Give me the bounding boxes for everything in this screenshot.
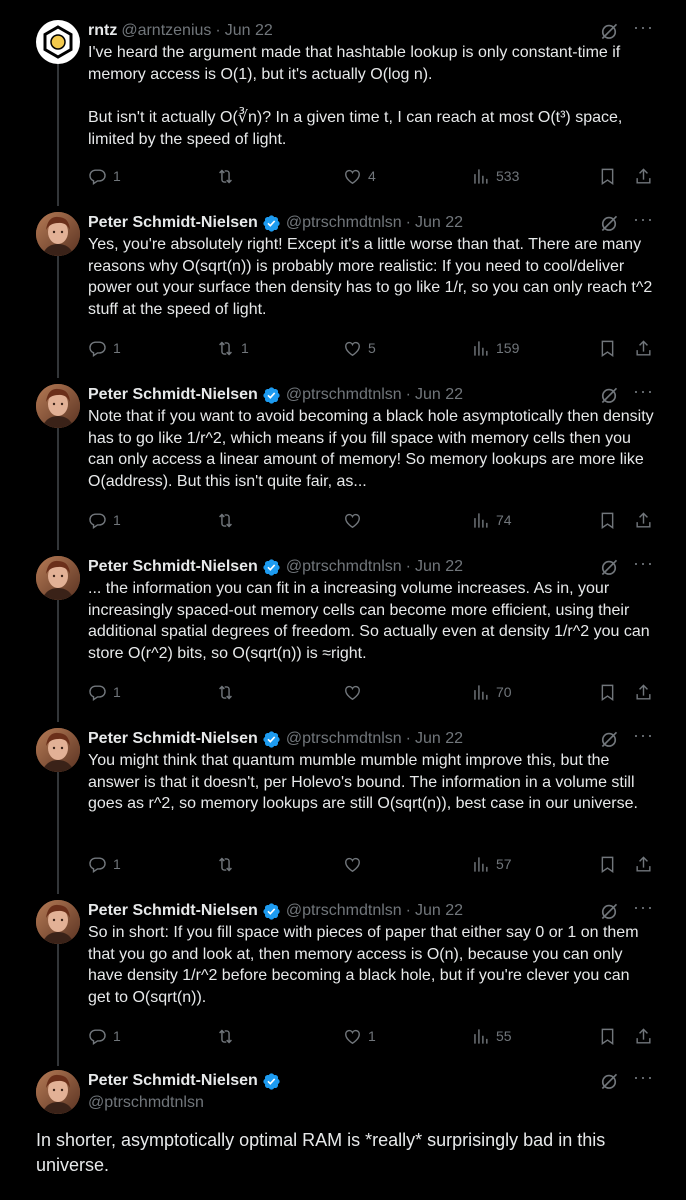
avatar-photo [36,1070,80,1114]
author-handle[interactable]: @ptrschmdtnlsn [285,558,402,575]
retweet-icon [216,339,235,358]
author-handle[interactable]: @ptrschmdtnlsn [285,386,402,403]
avatar[interactable] [36,212,80,256]
retweet-button[interactable] [216,165,241,187]
share-icon [634,167,653,186]
bookmark-button[interactable] [598,681,617,703]
retweet-icon [216,683,235,702]
views-icon [471,855,490,874]
like-button[interactable] [343,509,368,531]
like-button[interactable] [343,1025,376,1047]
author-name[interactable]: Peter Schmidt-Nielsen [88,902,258,919]
like-count: 1 [368,1028,376,1044]
reply-count: 1 [113,340,121,356]
verified-badge-icon[interactable] [262,214,281,233]
author-name[interactable]: Peter Schmidt-Nielsen [88,386,258,403]
more-options-icon[interactable]: ··· [633,553,654,573]
more-options-icon[interactable]: ··· [633,209,654,229]
share-icon [634,1027,653,1046]
tweet-text: You might think that quantum mumble mumble might improve this, but the answer is that it doesn't, per Holevo's bound. The information in a volume still goes as r^2, so memory lookups are still O(sqrt(n)), best case in our universe. [88,752,639,813]
separator: · [405,386,411,403]
share-button[interactable] [634,681,653,703]
share-button[interactable] [634,509,653,531]
tweet-text: Yes, you're absolutely right! Except it's a little worse than that. There are many reasons why O(sqrt(n)) is probably more realistic: If you need to cool/deliver power out your surface then density has to go like 1/r, so you can only reach t^2 stuff at the speed of light. [88,236,657,319]
avatar[interactable] [36,384,80,428]
reply-count: 1 [113,684,121,700]
tweet-text: Note that if you want to avoid becoming a black hole asymptotically then density has to go like 1/r^2, which means if you fill space with memory cells then you can only access a linear amount of memory! So memory lookups are more like O(address). But this isn't quite fair, as... [88,408,659,491]
views-button[interactable] [471,853,512,875]
retweet-icon [216,167,235,186]
separator: · [405,902,411,919]
tweet-header [88,17,654,42]
bookmark-button[interactable] [598,337,617,359]
tweet-actions [88,165,654,187]
author-handle[interactable]: @ptrschmdtnlsn [88,1094,204,1111]
like-icon [343,1027,362,1046]
separator: · [405,730,411,747]
verified-badge-icon[interactable] [262,386,281,405]
views-button[interactable] [471,1025,512,1047]
avatar-photo [36,556,80,600]
reply-count: 1 [113,856,121,872]
like-button[interactable] [343,165,376,187]
bookmark-button[interactable] [598,1025,617,1047]
share-button[interactable] [634,853,653,875]
like-icon [343,339,362,358]
grok-icon[interactable] [599,213,619,233]
tweet-date[interactable]: Jun 22 [224,22,273,39]
reply-count: 1 [113,1028,121,1044]
reply-icon [88,1027,107,1046]
more-options-icon[interactable]: ··· [633,897,654,917]
tweet-date[interactable]: Jun 22 [415,214,464,231]
tweet-date[interactable]: Jun 22 [415,902,464,919]
reply-button[interactable] [88,165,121,187]
reply-button[interactable] [88,337,121,359]
reply-icon [88,855,107,874]
grok-icon[interactable] [599,385,619,405]
thread-line [57,256,59,378]
views-button[interactable] [471,509,512,531]
reply-icon [88,511,107,530]
reply-button[interactable] [88,509,121,531]
bookmark-icon [598,511,617,530]
retweet-button[interactable] [216,1025,241,1047]
author-name[interactable]: Peter Schmidt-Nielsen [88,558,258,575]
views-button[interactable] [471,337,519,359]
share-button[interactable] [634,1025,653,1047]
views-icon [471,1027,490,1046]
like-button[interactable] [343,337,376,359]
views-count: 70 [496,684,512,700]
bookmark-icon [598,683,617,702]
tweet-header [88,553,654,578]
avatar[interactable] [36,20,80,69]
reply-button[interactable] [88,681,121,703]
retweet-button[interactable] [216,853,241,875]
views-count: 55 [496,1028,512,1044]
bookmark-button[interactable] [598,509,617,531]
tweet-actions [88,1025,654,1047]
author-name[interactable]: Peter Schmidt-Nielsen [88,214,258,231]
bookmark-button[interactable] [598,165,617,187]
separator: · [405,558,411,575]
share-icon [634,511,653,530]
tweet-date[interactable]: Jun 22 [415,558,464,575]
tweet-header [88,209,654,234]
avatar-photo [36,384,80,428]
like-count: 5 [368,340,376,356]
thread-line [57,64,59,206]
thread-line [57,600,59,722]
separator: · [215,22,221,39]
share-icon [634,855,653,874]
verified-badge-icon[interactable] [262,902,281,921]
bookmark-icon [598,855,617,874]
views-icon [471,339,490,358]
retweet-button[interactable] [216,681,241,703]
author-name[interactable]: rntz [88,22,118,39]
share-button[interactable] [634,165,653,187]
separator: · [405,214,411,231]
avatar[interactable] [36,556,80,600]
thread-line [57,428,59,550]
views-count: 74 [496,512,512,528]
like-button[interactable] [343,853,368,875]
more-options-icon[interactable]: ··· [633,1067,654,1087]
reply-count: 1 [113,168,121,184]
verified-badge-icon[interactable] [262,1072,281,1091]
bookmark-icon [598,1027,617,1046]
thread-line [57,772,59,894]
bookmark-icon [598,339,617,358]
tweet-actions [88,853,654,875]
retweet-button[interactable] [216,337,249,359]
more-options-icon[interactable]: ··· [633,725,654,745]
retweet-icon [216,1027,235,1046]
retweet-count: 1 [241,340,249,356]
views-icon [471,511,490,530]
like-icon [343,511,362,530]
avatar[interactable] [36,900,80,944]
reply-button[interactable] [88,1025,121,1047]
like-icon [343,855,362,874]
share-button[interactable] [634,337,653,359]
avatar-photo [36,212,80,256]
reply-count: 1 [113,512,121,528]
tweet-date[interactable]: Jun 22 [415,730,464,747]
verified-badge-icon[interactable] [262,558,281,577]
like-button[interactable] [343,681,368,703]
avatar[interactable] [36,1070,80,1114]
grok-icon[interactable] [599,901,619,921]
bookmark-button[interactable] [598,853,617,875]
reply-button[interactable] [88,853,121,875]
like-icon [343,167,362,186]
reply-icon [88,167,107,186]
tweet-text: I've heard the argument made that hashtable lookup is only constant-time if memory access is O(1), but it's actually O(log n). But isn't it actually O(∛n)? In a given time t, I can reach at most O(t³) space, limited by the speed of light. [88,44,623,148]
reply-icon [88,339,107,358]
tweet-actions [88,509,654,531]
share-icon [634,339,653,358]
grok-icon[interactable] [599,21,619,41]
tweet-actions [88,337,654,359]
reply-icon [88,683,107,702]
share-icon [634,683,653,702]
views-button[interactable] [471,681,512,703]
retweet-icon [216,855,235,874]
retweet-button[interactable] [216,509,241,531]
tweet-header [88,381,654,406]
tweet-header [88,1067,654,1092]
more-options-icon[interactable]: ··· [633,17,654,37]
views-icon [471,167,490,186]
like-count: 4 [368,168,376,184]
tweet-date[interactable]: Jun 22 [415,386,464,403]
author-handle[interactable]: @arntzenius [121,22,212,39]
grok-icon[interactable] [599,729,619,749]
logo-avatar-icon [36,20,80,64]
avatar[interactable] [36,728,80,772]
author-name[interactable]: Peter Schmidt-Nielsen [88,730,258,747]
retweet-icon [216,511,235,530]
thread-line [57,944,59,1066]
tweet-header [88,725,654,750]
views-icon [471,683,490,702]
author-handle[interactable]: @ptrschmdtnlsn [285,902,402,919]
verified-badge-icon[interactable] [262,730,281,749]
grok-icon[interactable] [599,557,619,577]
avatar-photo [36,728,80,772]
views-count: 533 [496,168,520,184]
tweet-text: So in short: If you fill space with pieces of paper that either say 0 or 1 on them that you go and look at, then memory access is O(n), because you can only have density 1/r^2 before becoming a black hole, but if you're clever you can get to O(sqrt(n)). [88,924,643,1007]
views-count: 159 [496,340,520,356]
like-icon [343,683,362,702]
tweet-text: ... the information you can fit in a increasing volume increases. As in, your increasingly spaced-out memory cells can become more efficient, using their additional spatial degrees of freedom. So actually even at density 1/r^2 you can store O(r^2) bits, so O(sqrt(n)) is ≈right. [88,580,655,663]
grok-icon[interactable] [599,1071,619,1091]
author-handle[interactable]: @ptrschmdtnlsn [285,214,402,231]
views-count: 57 [496,856,512,872]
views-button[interactable] [471,165,519,187]
tweet-header [88,897,654,922]
avatar-photo [36,900,80,944]
more-options-icon[interactable]: ··· [633,381,654,401]
author-handle[interactable]: @ptrschmdtnlsn [285,730,402,747]
author-name[interactable]: Peter Schmidt-Nielsen [88,1072,258,1089]
bookmark-icon [598,167,617,186]
tweet-actions [88,681,654,703]
tweet-text: In shorter, asymptotically optimal RAM is *really* surprisingly bad in this universe. [36,1130,606,1175]
